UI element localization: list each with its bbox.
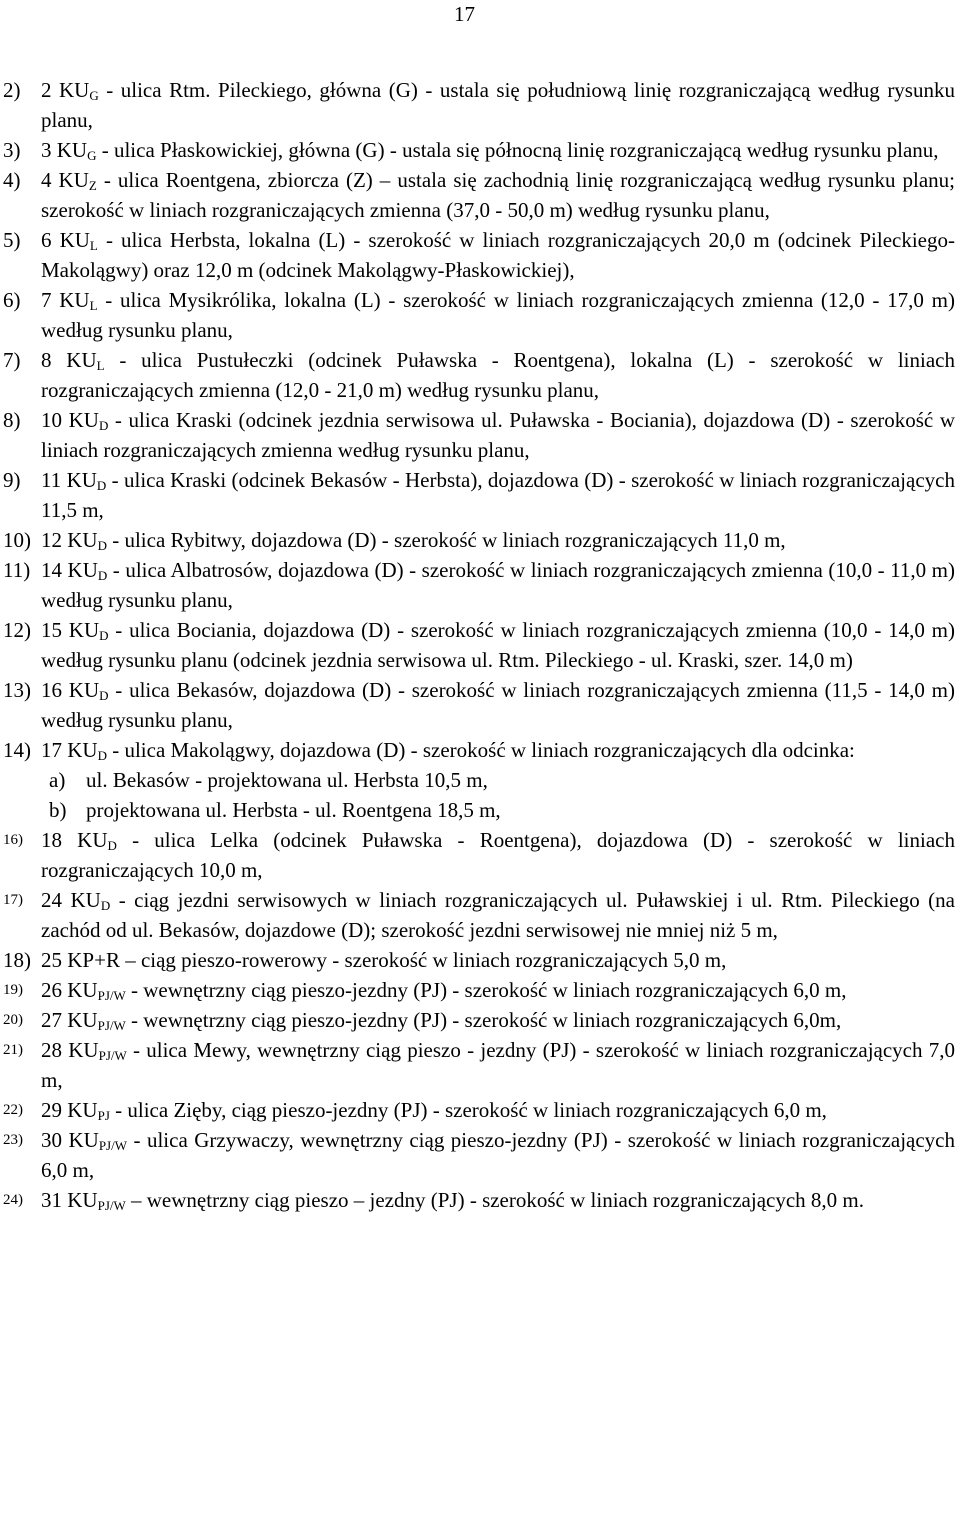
list-item [3, 135, 955, 165]
item-description: - ulica Roentgena, zbiorcza (Z) – ustala się zachodnią linię rozgraniczającą według rysunku planu; szerokość w liniach rozgraniczających zmienna (37,0 - 50,0 m) według rysunku planu, [41, 168, 955, 222]
item-code: 14 KU [41, 558, 98, 582]
item-code-subscript: PJ/W [97, 1018, 126, 1033]
item-text [41, 615, 955, 675]
item-number: 8) [3, 408, 21, 432]
item-number: 12) [3, 618, 31, 642]
item-text [41, 465, 955, 525]
item-description: – ciąg pieszo-rowerowy - szerokość w liniach rozgraniczających 5,0 m, [119, 948, 727, 972]
item-number: 6) [3, 288, 21, 312]
item-code: 10 KU [41, 408, 99, 432]
item-text [41, 285, 955, 345]
sub-item-letter: a) [49, 768, 66, 792]
item-number: 20) [3, 1012, 23, 1028]
list-item [3, 405, 955, 465]
document-body [3, 75, 955, 1215]
item-description: - ulica Płaskowickiej, główna (G) - ustala się północną linię rozgraniczającą według rysunku planu, [96, 138, 939, 162]
item-code-subscript: D [97, 748, 107, 763]
item-code: 26 KU [41, 978, 98, 1002]
item-description: - ulica Kraski (odcinek jezdnia serwisowa ul. Puławska - Bociania), dojazdowa (D) - szerokość w liniach rozgraniczających zmienna według rysunku planu, [41, 408, 955, 462]
item-code: 3 KU [41, 138, 88, 162]
item-number: 18) [3, 948, 31, 972]
item-text [41, 1035, 955, 1095]
item-number: 16) [3, 832, 23, 848]
item-code-subscript: D [97, 568, 108, 583]
item-description: - ulica Makolągwy, dojazdowa (D) - szerokość w liniach rozgraniczających dla odcinka: [106, 738, 855, 762]
item-number: 9) [3, 468, 21, 492]
list-item [3, 1185, 955, 1215]
item-description: - ulica Zięby, ciąg pieszo-jezdny (PJ) - szerokość w liniach rozgraniczających 6,0 m, [109, 1098, 827, 1122]
item-number: 23) [3, 1132, 23, 1148]
item-code-subscript: PJ/W [98, 1048, 127, 1063]
list-item [3, 885, 955, 945]
item-code: 15 KU [41, 618, 100, 642]
item-code: 11 KU [41, 468, 97, 492]
item-text [41, 165, 955, 225]
item-code-subscript: PJ/W [98, 1138, 127, 1153]
list-item [3, 465, 955, 525]
item-description: - ulica Bociania, dojazdowa (D) - szerokość w liniach rozgraniczających zmienna (10,0 - 14,0 m) według rysunku planu (odcinek jezdnia serwisowa ul. Rtm. Pileckiego - ul. Kraski, szer. 14,0 m) [41, 618, 955, 672]
item-description: - ulica Kraski (odcinek Bekasów - Herbsta), dojazdowa (D) - szerokość w liniach rozgraniczających 11,5 m, [41, 468, 955, 522]
item-number: 24) [3, 1192, 23, 1208]
item-description: - ulica Lelka (odcinek Puławska - Roentgena), dojazdowa (D) - szerokość w liniach rozgraniczających 10,0 m, [41, 828, 955, 882]
item-code: 16 KU [41, 678, 100, 702]
list-item [3, 945, 955, 975]
item-number: 13) [3, 678, 31, 702]
item-number: 22) [3, 1102, 23, 1118]
item-code: 25 KP+R [41, 948, 120, 972]
list-item [3, 1005, 955, 1035]
item-description: - ciąg jezdni serwisowych w liniach rozgraniczających ul. Puławskiej i ul. Rtm. Pileckiego (na zachód od ul. Bekasów, dojazdowe (D); szerokość jezdni serwisowej nie mniej niż 5 m, [41, 888, 955, 942]
item-description: - ulica Mysikrólika, lokalna (L) - szerokość w liniach rozgraniczających zmienna (12,0 - 17,0 m) według rysunku planu, [41, 288, 955, 342]
item-description: - ulica Albatrosów, dojazdowa (D) - szerokość w liniach rozgraniczających zmienna (10,0 - 11,0 m) według rysunku planu, [41, 558, 955, 612]
item-number: 19) [3, 982, 23, 998]
item-code-subscript: D [100, 898, 111, 913]
item-text [41, 1125, 955, 1185]
item-code-subscript: D [98, 418, 109, 433]
item-code-subscript: G [87, 148, 97, 163]
item-code: 4 KU [41, 168, 89, 192]
item-number: 7) [3, 348, 21, 372]
item-code-subscript: Z [88, 178, 97, 193]
item-number: 5) [3, 228, 21, 252]
item-number: 2) [3, 78, 21, 102]
item-text [41, 735, 955, 765]
item-text [41, 345, 955, 405]
list-item [3, 525, 955, 555]
item-text [41, 225, 955, 285]
page-number: 17 [454, 2, 475, 26]
item-code: 6 KU [41, 228, 90, 252]
item-text [41, 1095, 955, 1125]
item-text [41, 945, 955, 975]
item-description: - ulica Pustułeczki (odcinek Puławska - Roentgena), lokalna (L) - szerokość w liniach rozgraniczających zmienna (12,0 - 21,0 m) według rysunku planu, [41, 348, 955, 402]
item-code: 2 KU [41, 78, 90, 102]
item-number: 10) [3, 528, 31, 552]
item-description: - wewnętrzny ciąg pieszo-jezdny (PJ) - szerokość w liniach rozgraniczających 6,0 m, [125, 978, 847, 1002]
sub-list-item [41, 765, 955, 795]
item-description: - ulica Mewy, wewnętrzny ciąg pieszo - jezdny (PJ) - szerokość w liniach rozgraniczających 7,0 m, [41, 1038, 955, 1092]
item-description: - ulica Rybitwy, dojazdowa (D) - szerokość w liniach rozgraniczających 11,0 m, [106, 528, 786, 552]
list-item [3, 675, 955, 735]
item-code: 27 KU [41, 1008, 98, 1032]
item-text [41, 975, 955, 1005]
item-code: 18 KU [41, 828, 108, 852]
item-code-subscript: L [89, 238, 98, 253]
item-text [41, 675, 955, 735]
list-item [3, 555, 955, 615]
item-number: 11) [3, 558, 31, 582]
item-code-subscript: PJ/W [97, 1198, 126, 1213]
item-text [41, 135, 955, 165]
item-code: 24 KU [41, 888, 101, 912]
item-code-subscript: L [89, 298, 98, 313]
item-number: 3) [3, 138, 21, 162]
item-code: 12 KU [41, 528, 98, 552]
sub-item-letter: b) [49, 798, 67, 822]
item-code: 7 KU [41, 288, 90, 312]
list-item [3, 75, 955, 135]
item-text [41, 885, 955, 945]
item-text [41, 75, 955, 135]
item-description: - ulica Grzywaczy, wewnętrzny ciąg pieszo-jezdny (PJ) - szerokość w liniach rozgraniczających 6,0 m, [41, 1128, 955, 1182]
list-item [3, 1035, 955, 1095]
item-code: 31 KU [41, 1188, 98, 1212]
list-item [3, 285, 955, 345]
item-code-subscript: D [96, 478, 107, 493]
item-code: 28 KU [41, 1038, 99, 1062]
item-code-subscript: D [99, 628, 109, 643]
item-code: 17 KU [41, 738, 98, 762]
item-description: - wewnętrzny ciąg pieszo-jezdny (PJ) - szerokość w liniach rozgraniczających 6,0m, [125, 1008, 842, 1032]
item-code: 29 KU [41, 1098, 98, 1122]
list-item [3, 225, 955, 285]
list-item [3, 975, 955, 1005]
item-description: - ulica Herbsta, lokalna (L) - szerokość w liniach rozgraniczających 20,0 m (odcinek Pileckiego-Makolągwy) oraz 12,0 m (odcinek Makolągwy-Płaskowickiej), [41, 228, 955, 282]
item-number: 21) [3, 1042, 23, 1058]
item-description: - ulica Rtm. Pileckiego, główna (G) - ustala się południową linię rozgraniczającą według rysunku planu, [41, 78, 955, 132]
item-text [41, 555, 955, 615]
item-code-subscript: D [99, 688, 109, 703]
item-text [41, 525, 955, 555]
item-code-subscript: PJ/W [97, 988, 126, 1003]
item-number: 4) [3, 168, 21, 192]
item-code-subscript: PJ [97, 1108, 110, 1123]
item-code: 30 KU [41, 1128, 99, 1152]
list-item [3, 825, 955, 885]
sub-list-item [41, 795, 955, 825]
item-text [41, 405, 955, 465]
list-item [3, 615, 955, 675]
item-description: - ulica Bekasów, dojazdowa (D) - szerokość w liniach rozgraniczających zmienna (11,5 - 14,0 m) według rysunku planu, [41, 678, 955, 732]
item-text [41, 1185, 955, 1215]
item-code-subscript: D [97, 538, 107, 553]
item-description: – wewnętrzny ciąg pieszo – jezdny (PJ) - szerokość w liniach rozgraniczających 8,0 m. [125, 1188, 864, 1212]
item-text [41, 825, 955, 885]
item-number: 14) [3, 738, 31, 762]
item-code-subscript: D [107, 838, 117, 853]
list-item [3, 1095, 955, 1125]
item-number: 17) [3, 892, 23, 908]
list-item [3, 1125, 955, 1185]
sub-list [41, 765, 955, 825]
item-text [41, 1005, 955, 1035]
list-item [3, 735, 955, 825]
sub-item-text: ul. Bekasów - projektowana ul. Herbsta 10,5 m, [86, 768, 488, 792]
item-code-subscript: L [96, 358, 105, 373]
list-item [3, 345, 955, 405]
item-code: 8 KU [41, 348, 97, 372]
list-item [3, 165, 955, 225]
sub-item-text: projektowana ul. Herbsta - ul. Roentgena 18,5 m, [86, 798, 501, 822]
item-code-subscript: G [89, 88, 99, 103]
